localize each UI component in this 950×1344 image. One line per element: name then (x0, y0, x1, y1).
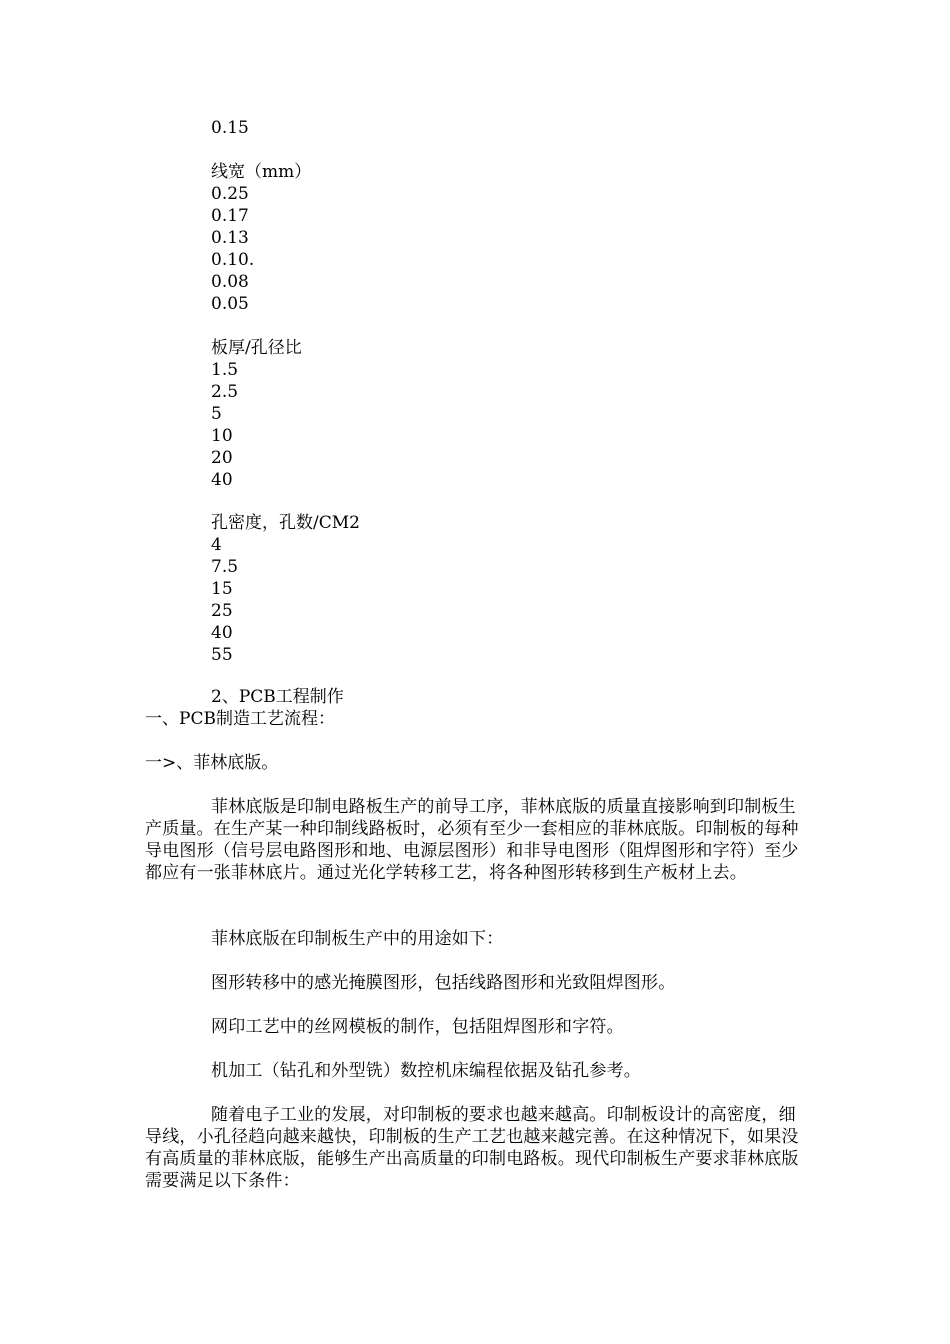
aspect-ratio-value: 2.5 (211, 382, 239, 402)
aspect-ratio-header: 板厚/孔径比 (211, 338, 302, 358)
body-paragraph: 机加工（钻孔和外型铣）数控机床编程依据及钻孔参考。 (211, 1061, 641, 1081)
hole-density-value: 40 (211, 623, 233, 643)
aspect-ratio-value: 5 (211, 404, 222, 424)
body-paragraph: 菲林底版在印制板生产中的用途如下： (211, 929, 504, 949)
line-width-value: 0.17 (211, 206, 249, 226)
section-heading: 一、PCB制造工艺流程： (145, 709, 335, 729)
hole-density-value: 15 (211, 579, 233, 599)
spec-value: 0.15 (211, 118, 249, 138)
line-width-value: 0.25 (211, 184, 249, 204)
aspect-ratio-value: 40 (211, 470, 233, 490)
line-width-value: 0.13 (211, 228, 249, 248)
hole-density-header: 孔密度，孔数/CM2 (211, 513, 360, 533)
body-paragraph: 网印工艺中的丝网模板的制作，包括阻焊图形和字符。 (211, 1017, 624, 1037)
body-paragraph: 菲林底版是印制电路板生产的前导工序，菲林底版的质量直接影响到印制板生产质量。在生产某一种印制线路板时，必须有至少一套相应的菲林底版。印制板的每种导电图形（信号层电路图形和地、电源层图形）和非导电图形（阻焊图形和字符）至少都应有一张菲林底片。通过光化学转移工艺，将各种图形转移到生产板材上去。 (145, 797, 799, 883)
aspect-ratio-value: 10 (211, 426, 233, 446)
body-paragraph: 图形转移中的感光掩膜图形，包括线路图形和光致阻焊图形。 (211, 973, 676, 993)
aspect-ratio-value: 20 (211, 448, 233, 468)
hole-density-value: 25 (211, 601, 233, 621)
body-paragraph: 随着电子工业的发展，对印制板的要求也越来越高。印制板设计的高密度，细导线，小孔径趋向越来越快，印制板的生产工艺也越来越完善。在这种情况下，如果没有高质量的菲林底版，能够生产出高质量的印制电路板。现代印制板生产要求菲林底版需要满足以下条件： (145, 1105, 799, 1191)
line-width-value: 0.05 (211, 294, 249, 314)
hole-density-value: 55 (211, 645, 233, 665)
hole-density-value: 7.5 (211, 557, 239, 577)
section-heading: 2、PCB工程制作 (211, 687, 344, 707)
line-width-header: 线宽（mm） (211, 162, 312, 182)
aspect-ratio-value: 1.5 (211, 360, 239, 380)
line-width-value: 0.08 (211, 272, 249, 292)
subsection-heading: 一>、菲林底版。 (145, 753, 279, 773)
line-width-value: 0.10. (211, 250, 255, 270)
hole-density-value: 4 (211, 535, 222, 555)
